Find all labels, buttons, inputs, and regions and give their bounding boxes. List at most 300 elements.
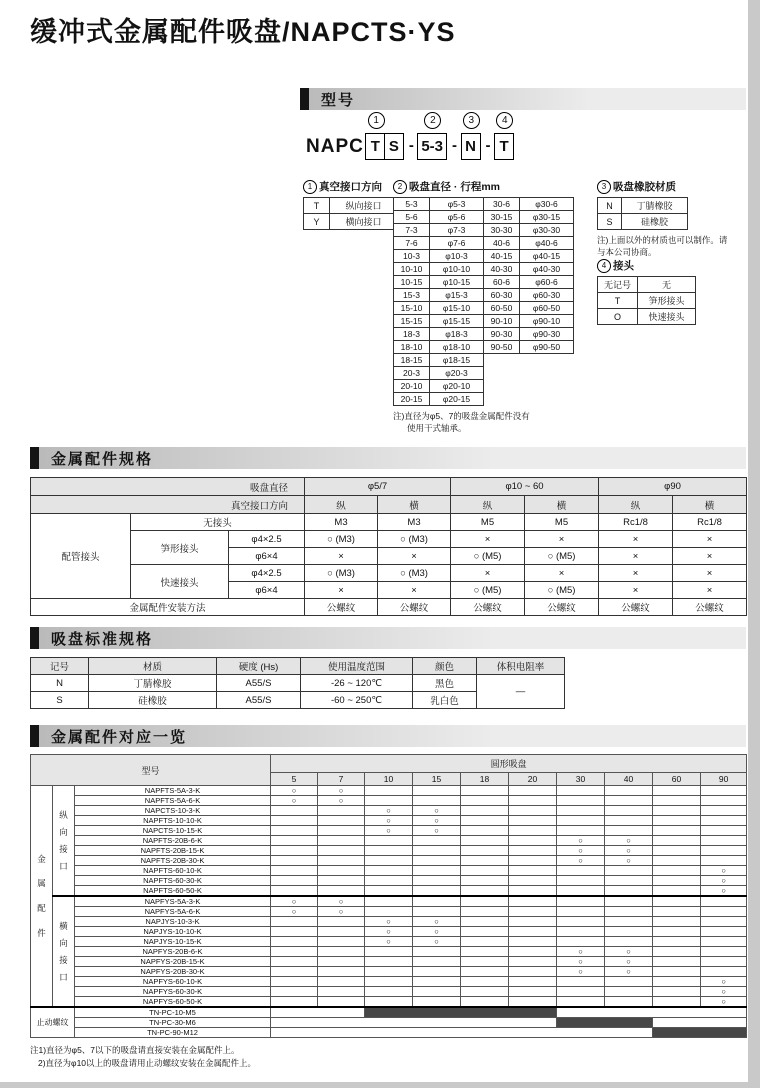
model-code-segment xyxy=(419,112,447,160)
spec-value-cell: ○ (M3) xyxy=(378,531,451,548)
pad-mark-cell xyxy=(509,957,557,967)
pad-mark-cell xyxy=(701,937,747,947)
pad-mark-cell: ○ xyxy=(413,917,461,927)
diameter-code: 30-6 xyxy=(484,198,520,211)
diameter-title xyxy=(393,179,574,194)
pad-mark-cell xyxy=(701,836,747,846)
pad-size-header: 15 xyxy=(413,773,461,786)
diameter-code: 90-50 xyxy=(484,341,520,354)
pad-mark-cell xyxy=(365,947,413,957)
diameter-code xyxy=(484,367,520,380)
pad-mark-cell xyxy=(509,856,557,866)
diameter-value: φ10-15 xyxy=(430,276,484,289)
no-joint-label: 无接头 xyxy=(131,514,305,531)
spec-value-cell: ○ (M5) xyxy=(451,548,525,565)
pad-mark-cell xyxy=(653,816,701,826)
connector-title xyxy=(597,258,696,273)
model-code-segment xyxy=(385,112,404,160)
model-code-separator: - xyxy=(485,137,491,154)
pad-mark-cell xyxy=(509,876,557,886)
pad-mark-cell xyxy=(653,927,701,937)
spec-section-header xyxy=(30,447,746,469)
model-cell: TN-PC-30-M6 xyxy=(75,1018,271,1028)
diameter-code: 15-3 xyxy=(394,289,430,302)
pad-mark-cell: ○ xyxy=(365,927,413,937)
table-row xyxy=(31,907,747,917)
pad-mark-cell xyxy=(318,846,365,856)
table-row xyxy=(394,315,574,328)
model-code-box: N xyxy=(461,133,481,160)
pad-mark-cell xyxy=(461,846,509,856)
pad-mark-cell: ○ xyxy=(365,917,413,927)
label-cell: 丁腈橡胶 xyxy=(622,198,688,214)
code-cell: 无记号 xyxy=(598,277,638,293)
pad-mark-cell xyxy=(461,977,509,987)
pad-mark-cell xyxy=(461,816,509,826)
pad-mark-cell xyxy=(509,927,557,937)
table-row xyxy=(31,846,747,856)
stop-thread-range xyxy=(653,1028,747,1038)
pad-mark-cell: ○ xyxy=(557,957,605,967)
table-row xyxy=(31,886,747,897)
pad-mark-cell: ○ xyxy=(557,846,605,856)
pad-mark-cell xyxy=(413,997,461,1008)
pad-mark-cell xyxy=(509,977,557,987)
pad-size-header: 5 xyxy=(271,773,318,786)
pad-mark-cell xyxy=(271,816,318,826)
diameter-value: φ10-3 xyxy=(430,250,484,263)
spec-value-cell: 公螺纹 xyxy=(525,599,599,616)
spec-value-cell: × xyxy=(305,548,378,565)
pad-mark-cell: ○ xyxy=(271,786,318,796)
pad-mark-cell xyxy=(365,886,413,897)
table-row xyxy=(598,277,696,293)
column-header: 硬度 (Hs) xyxy=(217,658,301,675)
code-cell: O xyxy=(598,309,638,325)
table-row xyxy=(394,250,574,263)
diameter-value: φ40-6 xyxy=(520,237,574,250)
pad-mark-cell: ○ xyxy=(605,856,653,866)
spec-value-cell: ○ (M3) xyxy=(305,565,378,582)
section-title: 金属配件对应一览 xyxy=(51,728,188,746)
spec-value-cell: × xyxy=(599,565,673,582)
model-code-separator: - xyxy=(452,137,458,154)
diameter-value: φ15-15 xyxy=(430,315,484,328)
pad-mark-cell xyxy=(557,866,605,876)
pad-mark-cell xyxy=(413,876,461,886)
standard-section-header xyxy=(30,627,746,649)
spec-value-cell: Rc1/8 xyxy=(599,514,673,531)
code-position-number: 2 xyxy=(424,112,441,129)
column-header: 记号 xyxy=(31,658,89,675)
pad-mark-cell: ○ xyxy=(557,836,605,846)
pad-size-header: 30 xyxy=(557,773,605,786)
table-row xyxy=(394,276,574,289)
pad-mark-cell xyxy=(365,796,413,806)
pad-mark-cell xyxy=(318,937,365,947)
pad-mark-cell xyxy=(701,816,747,826)
diameter-value: φ20-3 xyxy=(430,367,484,380)
column-header: 材质 xyxy=(89,658,217,675)
pad-mark-cell xyxy=(271,826,318,836)
size-label: φ6×4 xyxy=(229,582,305,599)
spec-value-cell: 公螺纹 xyxy=(305,599,378,616)
table-row xyxy=(394,367,574,380)
pad-mark-cell xyxy=(701,856,747,866)
pad-mark-cell xyxy=(653,886,701,897)
pad-mark-cell: ○ xyxy=(701,997,747,1008)
pad-mark-cell: ○ xyxy=(605,947,653,957)
model-cell: TN-PC-10-M5 xyxy=(75,1007,271,1018)
code-cell: N xyxy=(598,198,622,214)
pad-mark-cell: ○ xyxy=(365,826,413,836)
pad-mark-cell xyxy=(653,957,701,967)
model-code-segment xyxy=(306,115,367,160)
rubber-title-text: 吸盘橡胶材质 xyxy=(613,181,676,193)
diameter-code: 15-10 xyxy=(394,302,430,315)
direction-table xyxy=(303,197,398,230)
pad-mark-cell xyxy=(365,957,413,967)
direction-header: 纵 xyxy=(305,496,378,514)
stop-thread-range xyxy=(365,1007,557,1018)
spec-value-cell: × xyxy=(673,565,747,582)
pad-mark-cell xyxy=(701,967,747,977)
pad-mark-cell xyxy=(318,806,365,816)
model-code-box: 5-3 xyxy=(417,133,447,160)
spec-value-cell: M3 xyxy=(378,514,451,531)
pad-mark-cell xyxy=(605,796,653,806)
table-row xyxy=(31,806,747,816)
table-row xyxy=(31,957,747,967)
spec-value-cell: × xyxy=(525,531,599,548)
pad-mark-cell xyxy=(271,917,318,927)
model-cell: NAPFTS-60-30-K xyxy=(75,876,271,886)
pad-mark-cell xyxy=(701,896,747,907)
spec-value-cell: 公螺纹 xyxy=(451,599,525,616)
pad-mark-cell xyxy=(605,826,653,836)
pad-mark-cell xyxy=(653,907,701,917)
pad-mark-cell xyxy=(271,876,318,886)
model-prefix: NAPC xyxy=(306,136,364,157)
pad-mark-cell xyxy=(318,987,365,997)
pad-mark-cell: ○ xyxy=(365,937,413,947)
model-code-box: S xyxy=(384,133,404,160)
diameter-value: φ60-30 xyxy=(520,289,574,302)
table-row xyxy=(31,796,747,806)
spec-value-cell: × xyxy=(673,548,747,565)
pad-mark-cell xyxy=(557,826,605,836)
pad-mark-cell xyxy=(653,866,701,876)
pad-mark-cell xyxy=(605,876,653,886)
direction-header: 横 xyxy=(673,496,747,514)
model-cell: NAPFYS-60-10-K xyxy=(75,977,271,987)
pad-mark-cell xyxy=(413,977,461,987)
pad-size-header: 20 xyxy=(509,773,557,786)
pad-mark-cell: ○ xyxy=(271,896,318,907)
model-code-box: T xyxy=(494,133,514,160)
table-row xyxy=(598,293,696,309)
table-row xyxy=(31,927,747,937)
table-row xyxy=(31,1007,747,1018)
spec-value-cell: × xyxy=(599,531,673,548)
diameter-group-header: φ90 xyxy=(599,478,747,496)
pad-mark-cell xyxy=(557,907,605,917)
diameter-code xyxy=(484,354,520,367)
pad-size-header: 10 xyxy=(365,773,413,786)
table-row xyxy=(31,856,747,866)
pad-mark-cell xyxy=(509,806,557,816)
pad-mark-cell xyxy=(365,997,413,1008)
pad-mark-cell xyxy=(509,826,557,836)
pad-mark-cell xyxy=(557,917,605,927)
pad-mark-cell xyxy=(461,907,509,917)
pad-mark-cell xyxy=(461,886,509,897)
diameter-value: φ15-10 xyxy=(430,302,484,315)
diameter-code: 20-3 xyxy=(394,367,430,380)
table-row xyxy=(394,354,574,367)
spec-value-cell: × xyxy=(451,531,525,548)
code-position-number: 4 xyxy=(496,112,513,129)
diameter-value: φ15-3 xyxy=(430,289,484,302)
diameter-code: 60-6 xyxy=(484,276,520,289)
pad-mark-cell xyxy=(413,786,461,796)
pad-mark-cell xyxy=(701,846,747,856)
pad-mark-cell xyxy=(653,997,701,1008)
rubber-title xyxy=(597,179,727,194)
model-cell: NAPJYS-10-10-K xyxy=(75,927,271,937)
pad-mark-cell xyxy=(653,806,701,816)
pad-mark-cell: ○ xyxy=(318,786,365,796)
pad-mark-cell xyxy=(653,917,701,927)
pad-mark-cell xyxy=(605,866,653,876)
diameter-table xyxy=(393,197,574,406)
diameter-code: 90-10 xyxy=(484,315,520,328)
pad-mark-cell xyxy=(701,907,747,917)
pad-mark-cell: ○ xyxy=(701,987,747,997)
table-row xyxy=(394,393,574,406)
diameter-group-header: φ5/7 xyxy=(305,478,451,496)
label-cell: 无 xyxy=(638,277,696,293)
circled-number-icon: 2 xyxy=(393,180,407,194)
color-cell: 黑色 xyxy=(413,675,477,692)
pad-mark-cell xyxy=(413,987,461,997)
footer-notes xyxy=(30,1044,256,1070)
diameter-value: φ20-10 xyxy=(430,380,484,393)
table-row xyxy=(31,866,747,876)
symbol-cell: N xyxy=(31,675,89,692)
pad-mark-cell xyxy=(557,876,605,886)
pad-mark-cell xyxy=(509,786,557,796)
pad-size-header: 90 xyxy=(701,773,747,786)
footer-note-1: 注1)直径为φ5、7以下的吸盘请直接安装在金属配件上。 xyxy=(30,1045,240,1055)
pad-mark-cell xyxy=(557,997,605,1008)
correspondence-section-header xyxy=(30,725,746,747)
pad-mark-cell xyxy=(365,856,413,866)
direction-title xyxy=(303,179,398,194)
pad-mark-cell xyxy=(271,1018,557,1028)
pad-mark-cell: ○ xyxy=(557,967,605,977)
size-label: φ4×2.5 xyxy=(229,531,305,548)
model-section-header xyxy=(300,88,746,110)
pad-mark-cell xyxy=(605,806,653,816)
table-row xyxy=(31,937,747,947)
pad-mark-cell xyxy=(461,826,509,836)
vacuum-port-direction-block xyxy=(303,179,398,230)
section-marker-icon xyxy=(300,88,309,110)
pad-mark-cell xyxy=(365,876,413,886)
pad-mark-cell xyxy=(413,907,461,917)
pad-mark-cell xyxy=(653,786,701,796)
pad-mark-cell: ○ xyxy=(413,927,461,937)
table-row xyxy=(31,917,747,927)
code-position-number: 1 xyxy=(368,112,385,129)
label-cell: 笋形接头 xyxy=(638,293,696,309)
pad-mark-cell: ○ xyxy=(605,957,653,967)
pad-mark-cell xyxy=(271,927,318,937)
table-row xyxy=(31,496,747,514)
diameter-value: φ60-6 xyxy=(520,276,574,289)
pad-mark-cell xyxy=(701,826,747,836)
pad-mark-cell: ○ xyxy=(365,806,413,816)
table-row xyxy=(31,826,747,836)
symbol-cell: S xyxy=(31,692,89,709)
pad-mark-cell xyxy=(461,876,509,886)
pad-mark-cell: ○ xyxy=(701,866,747,876)
pad-mark-cell xyxy=(509,896,557,907)
diameter-code: 90-30 xyxy=(484,328,520,341)
pad-mark-cell xyxy=(653,1018,747,1028)
diameter-code xyxy=(484,393,520,406)
spec-value-cell: M3 xyxy=(305,514,378,531)
pad-mark-cell xyxy=(509,886,557,897)
pad-mark-cell: ○ xyxy=(605,967,653,977)
spec-value-cell: × xyxy=(378,548,451,565)
direction-header: 纵 xyxy=(451,496,525,514)
diameter-code: 15-15 xyxy=(394,315,430,328)
diameter-value: φ30-6 xyxy=(520,198,574,211)
pad-mark-cell: ○ xyxy=(701,886,747,897)
table-row xyxy=(394,237,574,250)
diameter-code: 7-6 xyxy=(394,237,430,250)
pad-mark-cell xyxy=(271,997,318,1008)
diameter-code: 40-6 xyxy=(484,237,520,250)
model-cell: NAPFYS-60-50-K xyxy=(75,997,271,1008)
direction-header: 横 xyxy=(525,496,599,514)
pad-mark-cell xyxy=(461,856,509,866)
spec-value-cell: × xyxy=(673,582,747,599)
model-cell: NAPFTS-5A-6-K xyxy=(75,796,271,806)
pad-mark-cell xyxy=(701,917,747,927)
pad-mark-cell xyxy=(365,786,413,796)
table-row xyxy=(394,198,574,211)
label-cell: 硅橡胶 xyxy=(622,214,688,230)
pad-mark-cell: ○ xyxy=(318,896,365,907)
pad-mark-cell xyxy=(509,866,557,876)
pad-mark-cell xyxy=(413,866,461,876)
pad-mark-cell xyxy=(413,967,461,977)
table-row xyxy=(394,341,574,354)
model-cell: NAPCTS-10-3-K xyxy=(75,806,271,816)
pad-mark-cell xyxy=(318,856,365,866)
pad-mark-cell xyxy=(271,937,318,947)
pad-mark-cell: ○ xyxy=(365,816,413,826)
table-row xyxy=(394,263,574,276)
spec-value-cell: × xyxy=(305,582,378,599)
pad-mark-cell xyxy=(461,987,509,997)
table-row xyxy=(31,514,747,531)
pad-mark-cell xyxy=(461,967,509,977)
pad-mark-cell xyxy=(653,836,701,846)
pad-mark-cell xyxy=(461,896,509,907)
pad-mark-cell xyxy=(509,846,557,856)
table-row xyxy=(31,478,747,496)
table-row xyxy=(394,289,574,302)
pad-mark-cell xyxy=(557,927,605,937)
section-marker-icon xyxy=(30,627,39,649)
code-position-number: 3 xyxy=(463,112,480,129)
table-row xyxy=(31,967,747,977)
diameter-code: 40-30 xyxy=(484,263,520,276)
pad-mark-cell: ○ xyxy=(557,856,605,866)
diameter-value: φ60-50 xyxy=(520,302,574,315)
model-code xyxy=(306,112,514,160)
pad-mark-cell xyxy=(701,796,747,806)
model-cell: NAPFYS-5A-3-K xyxy=(75,896,271,907)
diameter-value: φ18-15 xyxy=(430,354,484,367)
pad-mark-cell xyxy=(653,947,701,957)
pad-mark-cell xyxy=(509,836,557,846)
spec-value-cell: ○ (M5) xyxy=(451,582,525,599)
spec-value-cell: ○ (M5) xyxy=(525,548,599,565)
pad-mark-cell: ○ xyxy=(557,947,605,957)
pad-size-header: 7 xyxy=(318,773,365,786)
pad-mark-cell xyxy=(318,927,365,937)
table-row xyxy=(31,1028,747,1038)
pad-mark-cell xyxy=(271,957,318,967)
hardness-cell: A55/S xyxy=(217,692,301,709)
pad-mark-cell xyxy=(509,967,557,977)
diameter-code: 5-3 xyxy=(394,198,430,211)
spec-value-cell: × xyxy=(525,565,599,582)
pad-mark-cell xyxy=(461,937,509,947)
spec-value-cell: M5 xyxy=(525,514,599,531)
pad-mark-cell xyxy=(413,836,461,846)
model-cell: NAPFTS-20B-6-K xyxy=(75,836,271,846)
diameter-group-header: φ10 ~ 60 xyxy=(451,478,599,496)
table-row xyxy=(31,816,747,826)
diameter-title-text: 吸盘直径 · 行程mm xyxy=(409,181,501,193)
pad-mark-cell xyxy=(461,997,509,1008)
table-row xyxy=(394,211,574,224)
label-cell: 快速接头 xyxy=(638,309,696,325)
model-code-separator: - xyxy=(408,137,414,154)
pad-mark-cell xyxy=(271,806,318,816)
pad-mark-cell xyxy=(365,866,413,876)
row-label: 真空接口方向 xyxy=(31,496,305,514)
table-row xyxy=(31,658,565,675)
circled-number-icon: 4 xyxy=(597,259,611,273)
pad-mark-cell xyxy=(605,977,653,987)
pad-mark-cell xyxy=(701,927,747,937)
column-header: 使用温度范围 xyxy=(301,658,413,675)
diameter-value: φ30-15 xyxy=(520,211,574,224)
model-code-segment xyxy=(462,112,481,160)
code-cell: T xyxy=(304,198,330,214)
pad-mark-cell xyxy=(653,967,701,977)
table-row xyxy=(598,309,696,325)
size-label: φ4×2.5 xyxy=(229,565,305,582)
pad-mark-cell xyxy=(271,1028,653,1038)
